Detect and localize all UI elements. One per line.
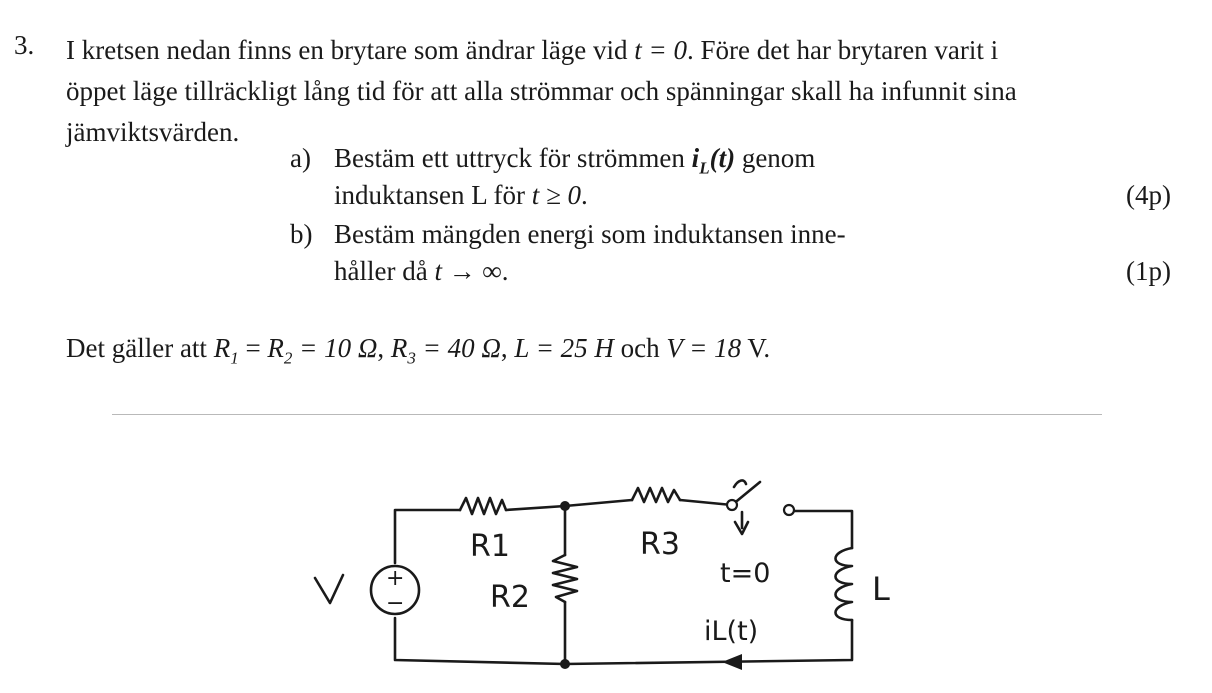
label-inductor: L	[872, 570, 890, 608]
wire-r3-switch	[680, 500, 732, 505]
part-b-line-2: håller då t → ∞.	[334, 256, 509, 286]
intro-line-3: jämviktsvärden.	[66, 117, 240, 147]
label-r1: R1	[470, 529, 510, 564]
top-node-dot	[560, 501, 570, 511]
source-plus-sign: +	[386, 566, 405, 591]
given-values: Det gäller att $R_1 = R_2 = 10$ Ω, $R_3 = 40$ Ω, L = 25 H och V = 18 V.	[66, 333, 771, 368]
resistor-r2	[553, 555, 577, 602]
intro-line-2: öppet läge tillräckligt lång tid för att alla strömmar och spänningar skall ha infunnit sina	[66, 76, 1017, 106]
source-minus-sign: −	[386, 591, 405, 616]
wire-switch-inductor	[792, 511, 852, 548]
part-a-line-2: induktansen L för t ≥ 0.	[334, 180, 588, 210]
part-b-line-1: Bestäm mängden energi som induktansen inne-	[334, 219, 846, 249]
inductor-coil	[836, 548, 853, 620]
intro-text-1a: I kretsen nedan finns en brytare som ändrar läge vid	[66, 35, 635, 65]
label-switch-time: t=0	[720, 558, 771, 589]
problem-number: 3.	[14, 30, 35, 60]
part-b-letter: b)	[290, 219, 313, 249]
current-arrow-icon	[722, 654, 742, 670]
intro-text-1b: . Före det har brytaren varit i	[687, 35, 999, 65]
switch-contact	[784, 505, 794, 515]
part-a-text: Bestäm ett uttryck för strömmen	[334, 143, 692, 173]
part-a-letter: a)	[290, 143, 311, 173]
bottom-node-dot	[560, 659, 570, 669]
part-a-condition: t ≥ 0	[531, 180, 582, 210]
wire-node-r3	[565, 500, 632, 506]
part-a-current-symbol: $i_L(t)$	[691, 143, 736, 178]
switch-arrow-arc	[734, 480, 746, 487]
wire-bottom-left	[395, 618, 565, 664]
part-b-points: (1p)	[1126, 256, 1171, 286]
resistor-r3	[632, 488, 680, 502]
source-label-v-stroke	[315, 575, 343, 603]
label-r2: R2	[490, 580, 530, 615]
switch-pivot	[727, 500, 737, 510]
wire-r1-node	[506, 506, 565, 510]
resistor-r1	[460, 498, 506, 514]
part-a-text-end: genom	[735, 143, 816, 173]
part-b-condition: t → ∞	[434, 256, 502, 286]
label-current: iL(t)	[704, 616, 759, 647]
wire-left-top	[395, 510, 460, 563]
switch-arrow	[735, 512, 748, 534]
intro-math-t0: t = 0	[634, 35, 688, 65]
label-r3: R3	[640, 527, 680, 562]
part-a-points: (4p)	[1126, 180, 1171, 210]
